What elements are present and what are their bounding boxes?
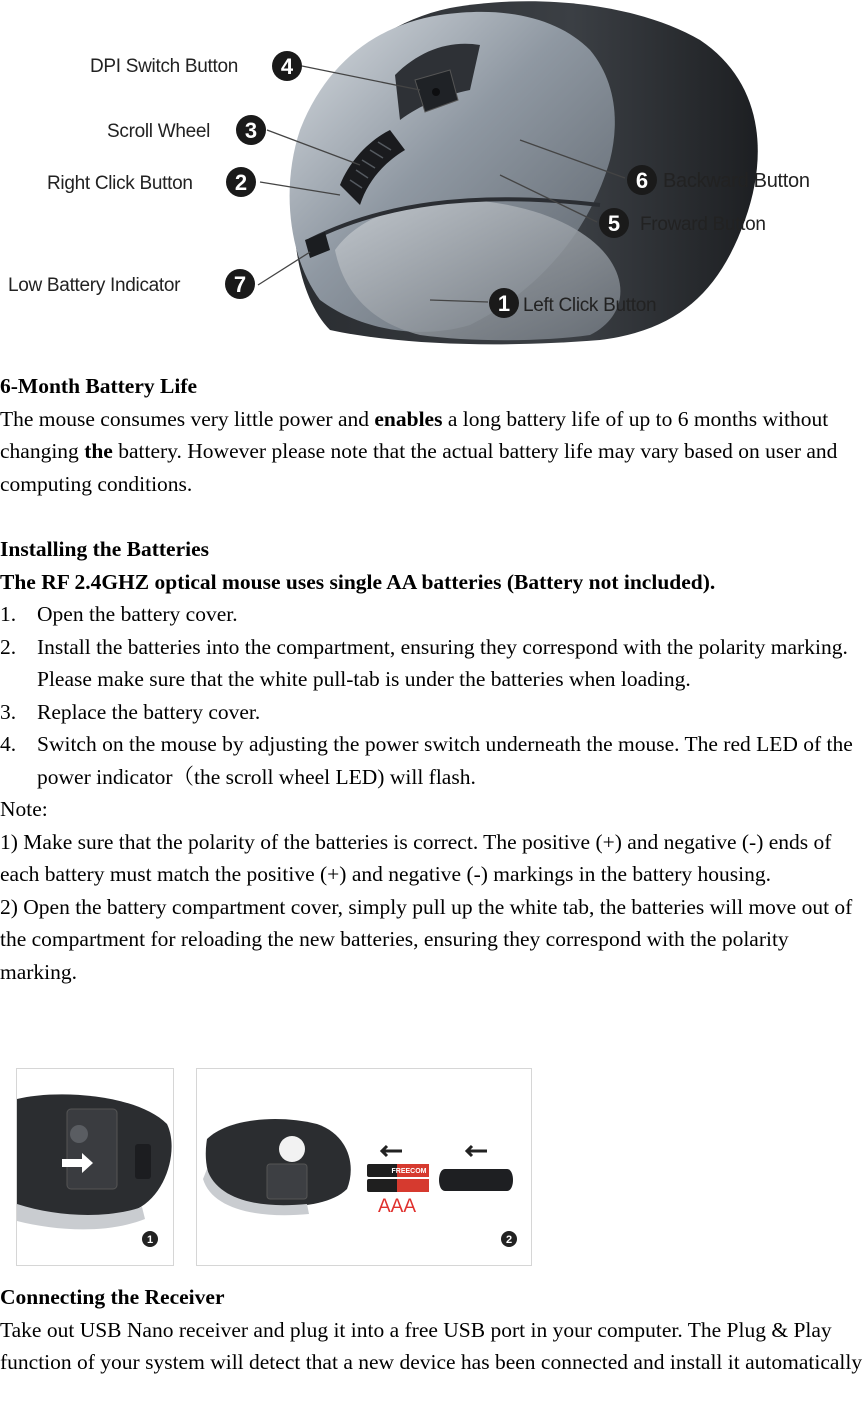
callout-number: 7 [233, 272, 247, 297]
callout-label: Scroll Wheel [107, 121, 211, 142]
paragraph-text: a long battery life of up to 6 months without changing [0, 406, 829, 463]
note-item: 2) Open the battery compartment cover, simply pull up the white tab, the batteries will move out of the compartment for reloading the new batteries, ensuring they correspond with the polarity marking. [0, 894, 853, 984]
paragraph-bold: enables [374, 406, 443, 431]
step-text: Switch on the mouse by adjusting the power switch underneath the mouse. The red LED of the power indicator（the scroll wheel LED) will flash. [37, 732, 853, 789]
paragraph-bold: the [84, 439, 113, 463]
callout-scroll-wheel [107, 115, 266, 145]
battery-photos [16, 1068, 536, 1266]
receiver-section [0, 1281, 864, 1379]
callout-number: 5 [607, 211, 621, 236]
step-text: Replace the battery cover. [37, 699, 261, 724]
battery-replacement-illustration [197, 1069, 531, 1265]
callout-low-battery [8, 269, 255, 299]
callout-number: 1 [497, 291, 511, 316]
step-number: 4. [0, 732, 17, 756]
callout-number: 2 [234, 170, 248, 195]
step-text: Open the battery cover. [37, 602, 238, 626]
callout-label: Right Click Button [47, 173, 193, 194]
callout-number: 3 [244, 118, 258, 143]
paragraph-text: battery. However please note that the actual battery life may vary based on user and computing conditions. [0, 439, 838, 496]
photo-open-cover [16, 1068, 174, 1266]
mouse-diagram [0, 0, 864, 345]
battery-type-label: AAA [377, 1196, 417, 1217]
callout-right-click [47, 167, 256, 197]
step-text: Install the batteries into the compartment, ensuring they correspond with the polarity marking. Please make sure that the white pull-tab is under the batteries when loading. [37, 634, 848, 691]
installing-section [0, 533, 864, 988]
installing-heading: Installing the Batteries [0, 537, 210, 561]
callout-label: Froward Button [640, 214, 766, 235]
install-steps-list [0, 598, 864, 793]
receiver-paragraph: Take out USB Nano receiver and plug it into a free USB port in your computer. The Plug & Play function of your system will detect that a new device has been connected and install it automatically [0, 1317, 863, 1374]
list-item [0, 598, 864, 631]
installing-subheading: The RF 2.4GHZ optical mouse uses single AA batteries (Battery not included). [0, 569, 716, 594]
battery-life-paragraph [0, 403, 864, 501]
mouse-underside-illustration [17, 1069, 173, 1265]
photo-number: 1 [146, 1234, 154, 1246]
receiver-heading: Connecting the Receiver [0, 1285, 225, 1309]
note-label: Note: [0, 797, 48, 821]
callout-label: Low Battery Indicator [8, 275, 181, 296]
list-item [0, 631, 864, 696]
callout-dpi-switch [90, 51, 302, 81]
photo-number: 2 [505, 1234, 513, 1246]
step-number: 3. [0, 699, 17, 724]
photo-replace-battery [196, 1068, 532, 1266]
callout-label: Left Click Button [523, 295, 657, 316]
callout-label: DPI Switch Button [90, 56, 239, 77]
callout-number: 6 [635, 168, 649, 193]
note-item: 1) Make sure that the polarity of the batteries is correct. The positive (+) and negative (-) ends of each battery must match the positive (+) and negative (-) markings in the battery housing. [0, 829, 832, 886]
callout-label: Backward Button [663, 170, 810, 192]
battery-life-heading: 6-Month Battery Life [0, 374, 198, 398]
battery-life-section [0, 370, 864, 500]
step-number: 1. [0, 602, 17, 626]
mouse-illustration [0, 0, 864, 345]
callout-number: 4 [280, 54, 294, 79]
paragraph-text: The mouse consumes very little power and [0, 406, 375, 431]
list-item [0, 728, 864, 793]
battery-brand: FREECOM [391, 1168, 427, 1175]
step-number: 2. [0, 634, 17, 659]
list-item [0, 696, 864, 729]
